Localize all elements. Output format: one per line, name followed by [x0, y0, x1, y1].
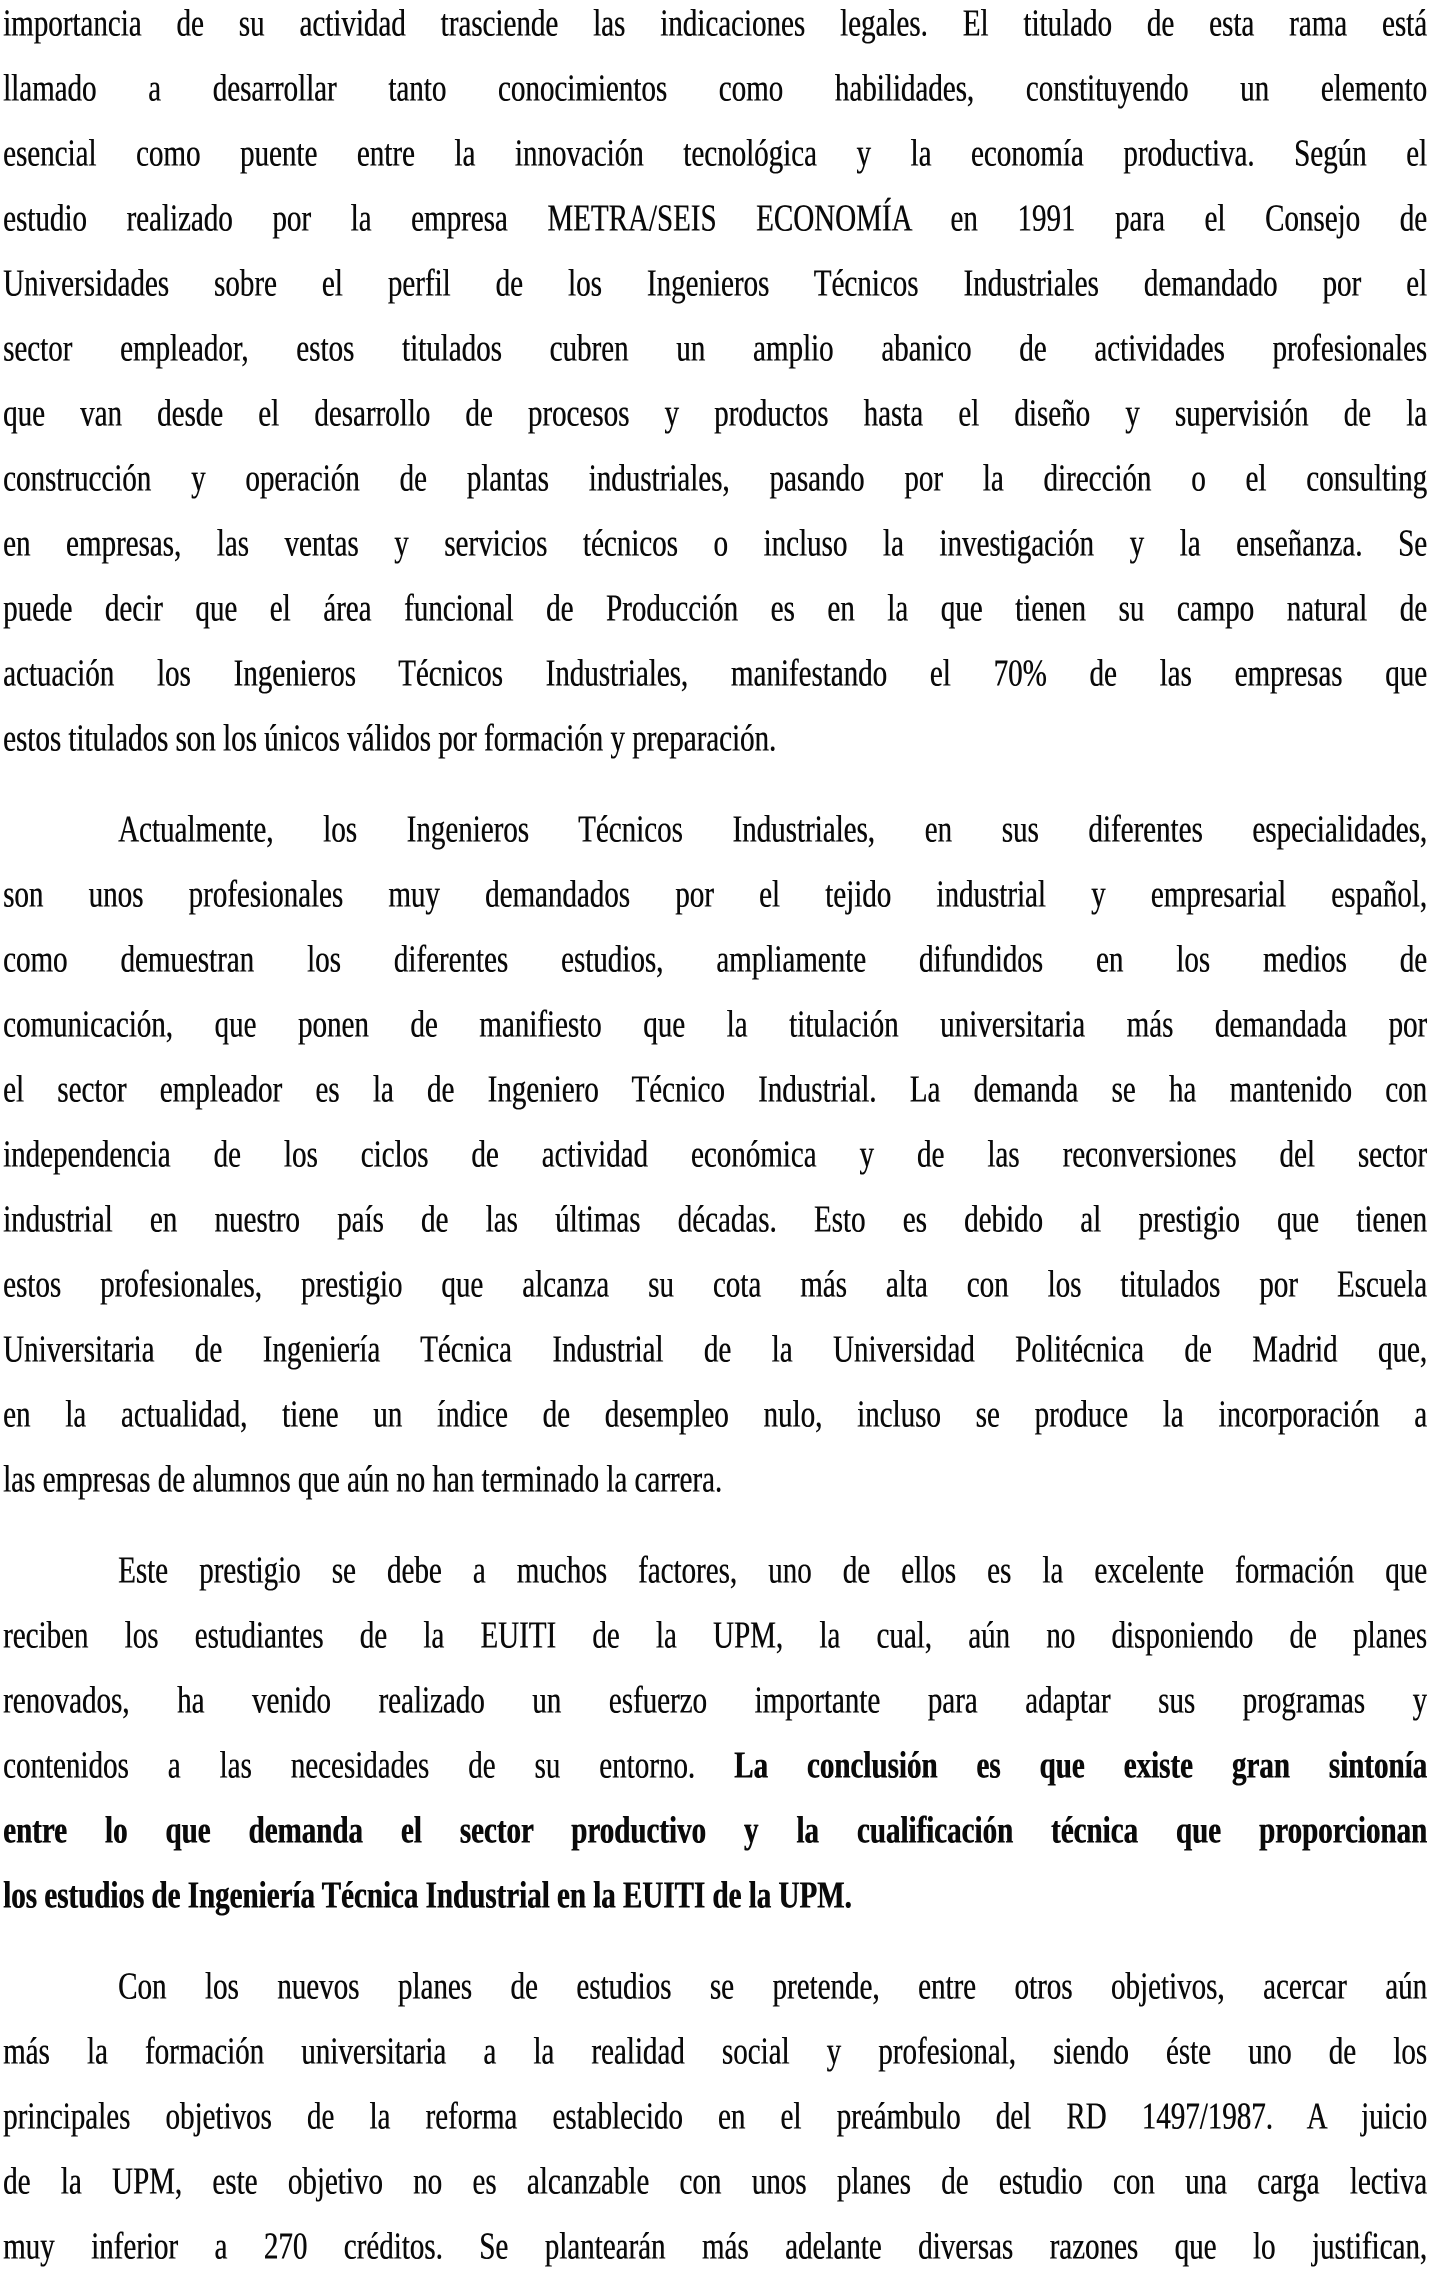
text-line: [3, 2205, 1427, 2290]
body-text: son unos profesionales muy demandados por el tejido industrial y empresarial español,: [3, 874, 1427, 916]
body-text: contenidos a las necesidades de su entorno.: [3, 1745, 734, 1787]
body-text: reciben los estudiantes de la EUITI de la UPM, la cual, aún no disponiendo de planes: [3, 1615, 1427, 1657]
body-text: Actualmente, los Ingenieros Técnicos Industriales, en sus diferentes especialidades,: [118, 809, 1427, 851]
body-text: Con los nuevos planes de estudios se pretende, entre otros objetivos, acercar aún: [118, 1966, 1427, 2008]
body-text: más la formación universitaria a la realidad social y profesional, siendo éste uno de los: [3, 2031, 1427, 2073]
body-text: renovados, ha venido realizado un esfuerzo importante para adaptar sus programas y: [3, 1680, 1427, 1722]
body-text: estos profesionales, prestigio que alcanza su cota más alta con los titulados por Escuela: [3, 1264, 1427, 1306]
body-text: las empresas de alumnos que aún no han terminado la carrera.: [3, 1459, 723, 1501]
body-text: estudio realizado por la empresa METRA/SEIS ECONOMÍA en 1991 para el Consejo de: [3, 198, 1427, 240]
bold-text: los estudios de Ingeniería Técnica Industrial en la EUITI de la UPM.: [3, 1875, 852, 1917]
body-text: Este prestigio se debe a muchos factores, uno de ellos es la excelente formación que: [118, 1550, 1427, 1592]
text-line: [3, 1438, 1427, 1523]
body-text: importancia de su actividad trasciende las indicaciones legales. El titulado de esta rama está: [3, 3, 1427, 45]
bold-text: La conclusión es que existe gran sintonía: [733, 1745, 1427, 1787]
paragraph: [3, 1955, 1427, 2280]
body-text: en empresas, las ventas y servicios técnicos o incluso la investigación y la enseñanza. Se: [3, 523, 1427, 565]
body-text: actuación los Ingenieros Técnicos Industriales, manifestando el 70% de las empresas que: [3, 653, 1427, 695]
body-text: puede decir que el área funcional de Producción es en la que tienen su campo natural de: [3, 588, 1427, 630]
body-text: el sector empleador es la de Ingeniero Técnico Industrial. La demanda se ha mantenido con: [3, 1069, 1427, 1111]
paragraph: [3, 1539, 1427, 1929]
body-text: Universidades sobre el perfil de los Ingenieros Técnicos Industriales demandado por el: [3, 263, 1427, 305]
body-text: construcción y operación de plantas industriales, pasando por la dirección o el consulting: [3, 458, 1427, 500]
body-text: como demuestran los diferentes estudios, ampliamente difundidos en los medios de: [3, 939, 1427, 981]
body-text: industrial en nuestro país de las últimas décadas. Esto es debido al prestigio que tienen: [3, 1199, 1427, 1241]
paragraph: [3, 0, 1427, 772]
body-text: estos titulados son los únicos válidos por formación y preparación.: [3, 718, 777, 760]
body-text: independencia de los ciclos de actividad económica y de las reconversiones del sector: [3, 1134, 1427, 1176]
bold-text: entre lo que demanda el sector productivo y la cualificación técnica que proporcionan: [3, 1810, 1427, 1852]
body-text: de la UPM, este objetivo no es alcanzable con unos planes de estudio con una carga lectiva: [3, 2161, 1427, 2203]
body-text: esencial como puente entre la innovación tecnológica y la economía productiva. Según el: [3, 133, 1427, 175]
paragraph: [3, 798, 1427, 1513]
body-text: llamado a desarrollar tanto conocimientos como habilidades, constituyendo un elemento: [3, 68, 1427, 110]
body-text: muy inferior a 270 créditos. Se plantearán más adelante diversas razones que lo justifican,: [3, 2226, 1427, 2268]
text-line: [3, 697, 1427, 782]
body-text: Universitaria de Ingeniería Técnica Industrial de la Universidad Politécnica de Madrid que,: [3, 1329, 1427, 1371]
body-text: sector empleador, estos titulados cubren un amplio abanico de actividades profesionales: [3, 328, 1427, 370]
body-text: en la actualidad, tiene un índice de desempleo nulo, incluso se produce la incorporación a: [3, 1394, 1427, 1436]
text-line: [3, 1854, 1427, 1939]
body-text: comunicación, que ponen de manifiesto que la titulación universitaria más demandada por: [3, 1004, 1427, 1046]
body-text: que van desde el desarrollo de procesos y productos hasta el diseño y supervisión de la: [3, 393, 1427, 435]
body-text: principales objetivos de la reforma establecido en el preámbulo del RD 1497/1987. A juicio: [3, 2096, 1427, 2138]
